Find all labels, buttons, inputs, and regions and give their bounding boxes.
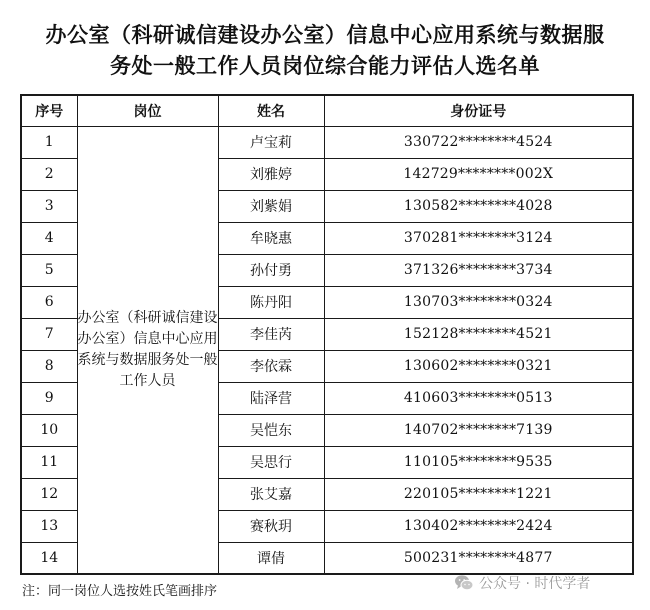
row-id-number: 130402********2424 (324, 510, 633, 542)
row-name: 陈丹阳 (218, 286, 324, 318)
column-header-post: 岗位 (77, 95, 218, 126)
watermark-text: 公众号 · 时代学者 (479, 576, 591, 592)
row-index: 12 (21, 478, 77, 510)
row-index: 2 (21, 158, 77, 190)
footnote: 注：同一岗位人选按姓氏笔画排序 (22, 584, 218, 599)
row-name: 李佳芮 (218, 318, 324, 350)
row-id-number: 410603********0513 (324, 382, 633, 414)
row-id-number: 330722********4524 (324, 126, 633, 158)
row-name: 李依霖 (218, 350, 324, 382)
row-name: 陆泽营 (218, 382, 324, 414)
column-header-id-number: 身份证号 (324, 95, 633, 126)
post-cell: 办公室（科研诚信建设办公室）信息中心应用系统与数据服务处一般工作人员 (77, 126, 218, 574)
row-id-number: 500231********4877 (324, 542, 633, 574)
table-row (21, 126, 633, 158)
row-id-number: 130602********0321 (324, 350, 633, 382)
row-id-number: 370281********3124 (324, 222, 633, 254)
row-id-number: 142729********002X (324, 158, 633, 190)
row-index: 1 (21, 126, 77, 158)
row-index: 8 (21, 350, 77, 382)
row-name: 吴恺东 (218, 414, 324, 446)
table-body (21, 126, 633, 574)
row-name: 张艾嘉 (218, 478, 324, 510)
row-name: 刘紫娟 (218, 190, 324, 222)
row-name: 吴思行 (218, 446, 324, 478)
row-id-number: 220105********1221 (324, 478, 633, 510)
row-name: 卢宝莉 (218, 126, 324, 158)
document-title (0, 20, 650, 82)
row-name: 谭倩 (218, 542, 324, 574)
row-id-number: 140702********7139 (324, 414, 633, 446)
row-id-number: 130582********4028 (324, 190, 633, 222)
row-index: 14 (21, 542, 77, 574)
row-name: 牟晓惠 (218, 222, 324, 254)
row-id-number: 110105********9535 (324, 446, 633, 478)
row-index: 11 (21, 446, 77, 478)
table-header-row (21, 95, 633, 126)
row-index: 10 (21, 414, 77, 446)
row-index: 5 (21, 254, 77, 286)
row-index: 4 (21, 222, 77, 254)
row-id-number: 130703********0324 (324, 286, 633, 318)
row-index: 3 (21, 190, 77, 222)
row-index: 7 (21, 318, 77, 350)
row-id-number: 152128********4521 (324, 318, 633, 350)
row-index: 13 (21, 510, 77, 542)
row-name: 赛秋玥 (218, 510, 324, 542)
wechat-icon (454, 574, 474, 592)
candidate-table (20, 94, 634, 575)
row-index: 6 (21, 286, 77, 318)
title-line-1: 办公室（科研诚信建设办公室）信息中心应用系统与数据服 (45, 23, 605, 47)
row-id-number: 371326********3734 (324, 254, 633, 286)
row-index: 9 (21, 382, 77, 414)
column-header-index: 序号 (21, 95, 77, 126)
row-name: 刘雅婷 (218, 158, 324, 190)
column-header-name: 姓名 (218, 95, 324, 126)
watermark (454, 573, 590, 593)
row-name: 孙付勇 (218, 254, 324, 286)
title-line-2: 务处一般工作人员岗位综合能力评估人选名单 (110, 54, 540, 78)
